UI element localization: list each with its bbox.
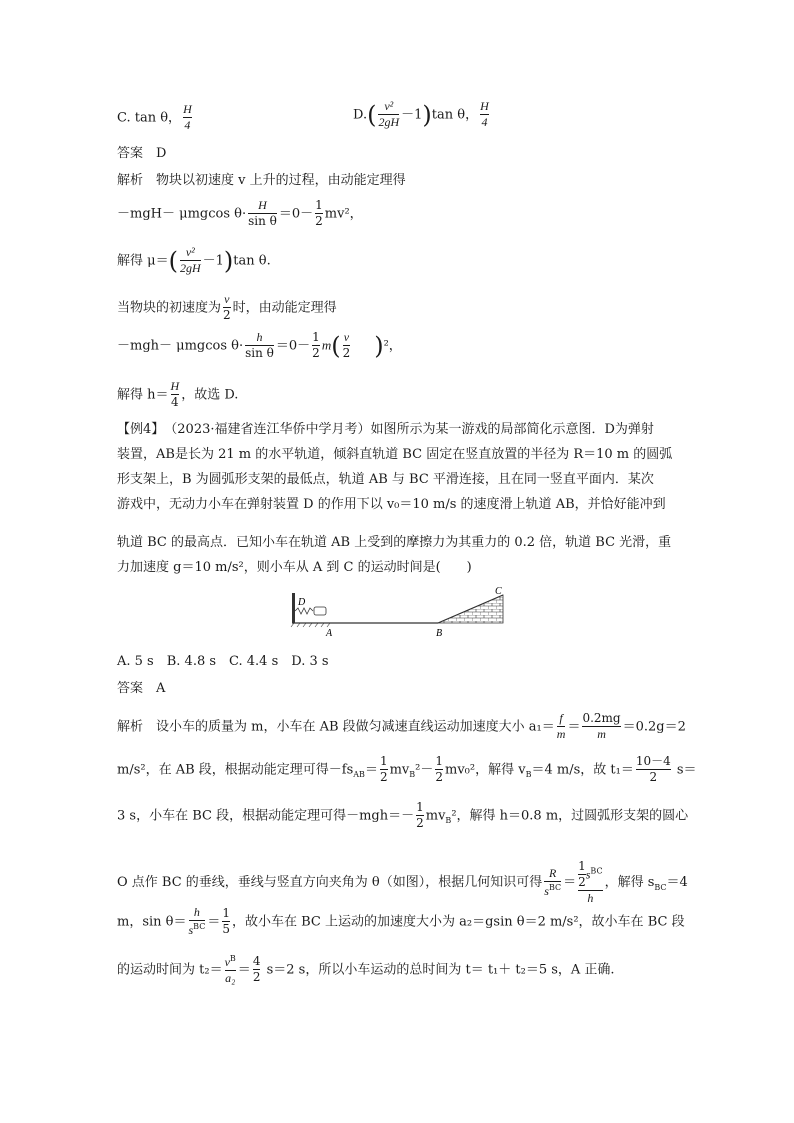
analysis-1-line-4: 当物块的初速度为 $\frac{v}{2}$ 时，由动能定理得: [117, 292, 337, 322]
analysis-2-row-5: m，sin θ＝ $\frac{h}{s^{BC}}$ ＝ $\frac{1}{5}$ ，故小车在 BC 上运动的加速度大小为 a₂＝gsin θ＝2 m/s²，故小车在 BC 段: [117, 905, 685, 937]
analysis-2-row-6: 的运动时间为 t₂＝ $\frac{v^B}{\text{a₂}}$ ＝ $\frac{4}{2}$ s＝2 s，所以小车运动的总时间为 t＝ t₁＋ t₂＝5 s，A 正确.: [117, 954, 615, 985]
cart: [314, 607, 326, 615]
equation-2: 解得 μ＝( $\frac{\text{v²}}{2gH}$ －1)tan θ.: [117, 245, 271, 275]
example-line-3: 形支架上，B 为圆弧形支架的最低点，轨道 AB 与 BC 平滑连接，且在同一竖直平面内．某次: [117, 472, 654, 487]
analysis-2-row-2: m/s²，在 AB 段，根据动能定理可得$-fs_{AB}=$ $\frac{1}{2}$ $mv_B^2-$ $\frac{1}{2}$ mv₀²，解得 $v_B=4$ m/s，故 t₁＝ $\frac{10-4}{2}$ s＝: [117, 754, 697, 784]
analysis-2-row-1: 解析 设小车的质量为 m，小车在 AB 段做匀减速直线运动加速度大小 a₁＝ $\frac{f}{m}$ ＝ $\frac{0.2mg}{m}$ ＝0.2g＝2: [117, 711, 686, 741]
analysis-1-line: 解析 物块以初速度 v 上升的过程，由动能定理得: [117, 173, 406, 188]
example-tag: 【例4】: [117, 422, 165, 437]
spring: [295, 608, 313, 614]
example-line-5: 轨道 BC 的最高点．已知小车在轨道 AB 上受到的摩擦力为其重力的 0.2 倍，轨道 BC 光滑，重: [117, 535, 672, 550]
option-c: C. tan θ， $\frac{H}{4}$: [117, 102, 192, 132]
equation-4: 解得 h＝ $\frac{H}{4}$ ，故选 D.: [117, 379, 239, 409]
example-line-1: 【例4】（2023·福建省连江华侨中学月考）如图所示为某一游戏的局部简化示意图．D为弹射: [117, 422, 654, 437]
example-line-2: 装置，AB是长为 21 m 的水平轨道，倾斜直轨道 BC 固定在竖直放置的半径为 R＝10 m 的圆弧: [117, 447, 673, 462]
example-line-4: 游戏中，无动力小车在弹射装置 D 的作用下以 v₀＝10 m/s 的速度滑上轨道 AB，并恰好能冲到: [117, 497, 666, 512]
equation-3: －mgh－ μmgcos θ· $\frac{h}{\text{sin θ}}$ ＝0－ $\frac{1}{2}$ m( $\frac{v}{2}$ )²，: [117, 330, 402, 360]
label-a: A: [326, 628, 333, 639]
example-line-6: 力加速度 g＝10 m/s²，则小车从 A 到 C 的运动时间是( ): [117, 560, 472, 575]
analysis-2-row-4: O 点作 BC 的垂线，垂线与竖直方向夹角为 θ（如图），根据几何知识可得 $\frac{R}{s^{BC}}$ ＝ $\frac{1}{2}$ $s^{BC}$ h ，解得 $s_{BC}=4$: [117, 859, 688, 905]
equation-1: －mgH－ μmgcos θ· $\frac{H}{\text{sin θ}}$ ＝0－ $\frac{1}{2}$ mv²，: [117, 198, 363, 228]
label-d: D: [298, 597, 306, 608]
option-d: D.( $\frac{\text{v²}}{2gH}$ －1)tan θ， $\frac{H}{4}$: [353, 99, 489, 129]
wall: [292, 593, 295, 623]
options-2: A. 5 s B. 4.8 s C. 4.4 s D. 3 s: [117, 654, 329, 669]
analysis-2-row-3: 3 s，小车在 BC 段，根据动能定理可得－mgh＝－ $\frac{1}{2}$ $mv_B^2$，解得 h＝0.8 m，过圆弧形支架的圆心: [117, 800, 689, 830]
answer-1: 答案 D: [117, 146, 167, 161]
fraction: $\frac{H}{4}$: [183, 102, 192, 132]
label-c: C: [495, 586, 502, 597]
label-b: B: [436, 628, 443, 639]
answer-2: 答案 A: [117, 681, 166, 696]
track-diagram: [288, 585, 513, 640]
